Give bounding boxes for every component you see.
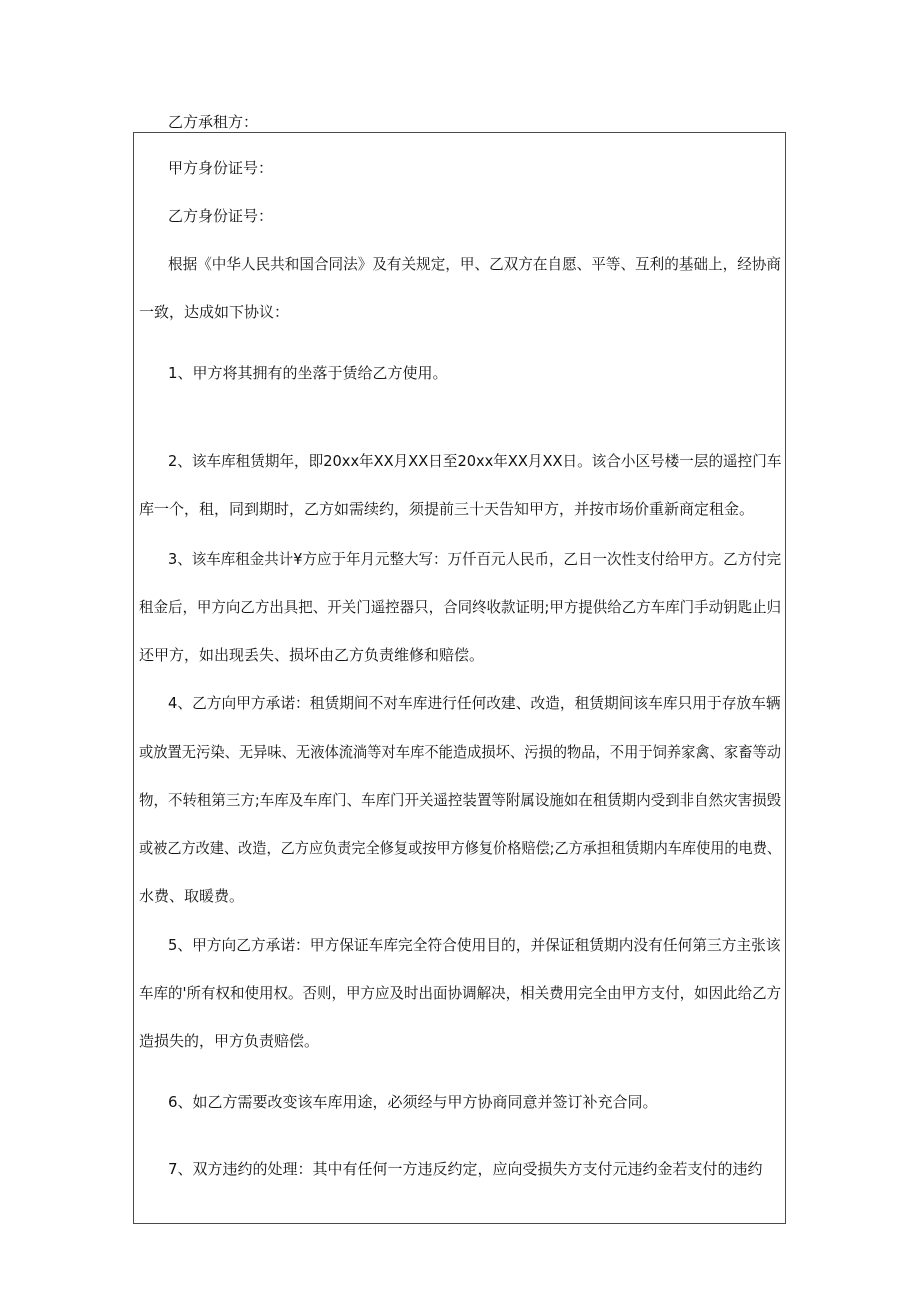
- clause-5-line-3: 造损失的，甲方负责赔偿。: [139, 1032, 320, 1050]
- clause-3-line-2: 租金后，甲方向乙方出具把、开关门遥控器只，合同终收款证明;甲方提供给乙方车库门手动钥匙止归: [139, 598, 782, 616]
- party-b-lessee-line: 乙方承租方：: [168, 113, 259, 131]
- clause-2-line-2: 库一个，租，同到期时，乙方如需续约，须提前三十天告知甲方，并按市场价重新商定租金。: [139, 500, 755, 518]
- clause-4-line-3: 物，不转租第三方;车库及车库门、车库门开关遥控装置等附属设施如在租赁期内受到非自然灾害损毁: [139, 791, 782, 809]
- clause-4-line-5: 水费、取暖费。: [139, 887, 245, 905]
- party-b-id-line: 乙方身份证号：: [168, 207, 274, 225]
- clause-5-line-2: 车库的'所有权和使用权。否则，甲方应及时出面协调解决，相关费用完全由甲方支付，如因此给乙方: [139, 984, 782, 1002]
- clause-4-line-1: 4、乙方向甲方承诺：租赁期间不对车库进行任何改建、改造，租赁期间该车库只用于存放车辆: [168, 694, 781, 712]
- clause-2-line-1: 2、该车库租赁期年，即20xx年XX月XX日至20xx年XX月XX日。该合小区号楼一层的遥控门车: [168, 452, 782, 470]
- clause-3-line-1: 3、该车库租金共计¥方应于年月元整大写：万仟百元人民币，乙日一次性支付给甲方。乙方付完: [168, 550, 782, 568]
- clause-1-line-1: 1、甲方将其拥有的坐落于赁给乙方使用。: [168, 364, 448, 382]
- clause-3-line-3: 还甲方，如出现丢失、损坏由乙方负责维修和赔偿。: [139, 646, 485, 664]
- preamble-line-1: 根据《中华人民共和国合同法》及有关规定，甲、乙双方在自愿、平等、互利的基础上，经协商: [168, 255, 782, 273]
- clause-6-line-1: 6、如乙方需要改变该车库用途，必须经与甲方协商同意并签订补充合同。: [168, 1093, 658, 1111]
- preamble-line-2: 一致，达成如下协议：: [139, 303, 290, 321]
- clause-4-line-4: 或被乙方改建、改造，乙方应负责完全修复或按甲方修复价格赔偿;乙方承担租赁期内车库使用的电费、: [139, 839, 782, 857]
- clause-7-line-1: 7、双方违约的处理：其中有任何一方违反约定，应向受损失方支付元违约金若支付的违约: [168, 1160, 763, 1178]
- clause-5-line-1: 5、甲方向乙方承诺：甲方保证车库完全符合使用目的，并保证租赁期内没有任何第三方主张该: [168, 936, 781, 954]
- contract-frame: [133, 132, 786, 1224]
- clause-4-line-2: 或放置无污染、无异味、无液体流淌等对车库不能造成损坏、污损的物品，不用于饲养家禽、家畜等动: [139, 743, 782, 761]
- party-a-id-line: 甲方身份证号：: [168, 159, 274, 177]
